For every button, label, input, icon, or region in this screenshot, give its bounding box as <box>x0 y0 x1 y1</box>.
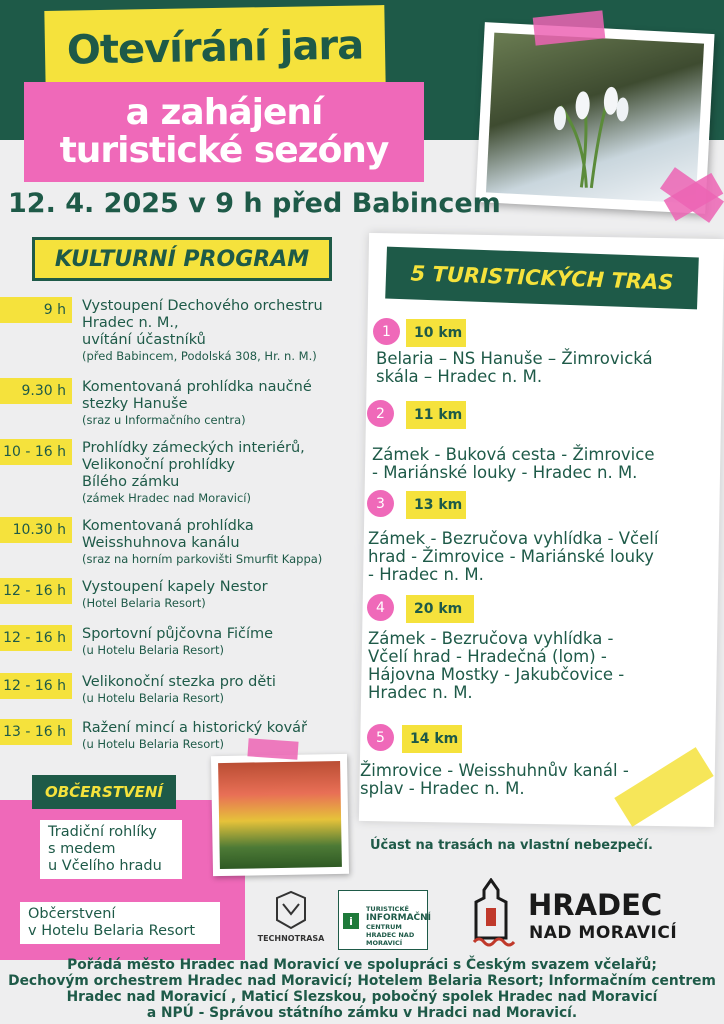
route-line: Hájovna Mostky - Jakubčovice - <box>368 665 625 684</box>
footer-line: Hradec nad Moravicí , Maticí Slezskou, pobočný spolek Hradec nad Moravicí <box>66 989 658 1005</box>
refreshment-line: Občerstvení <box>28 906 116 922</box>
program-item <box>82 674 276 705</box>
program-time: 10 - 16 h <box>0 439 72 465</box>
program-heading: KULTURNÍ PROGRAM <box>32 237 332 281</box>
route-distance: 11 km <box>406 401 466 429</box>
program-item-location: (sraz na horním parkovišti Smurfit Kappa) <box>82 552 323 566</box>
town-name: HRADEC <box>528 888 663 922</box>
program-time: 12 - 16 h <box>0 673 72 699</box>
program-item-location: (u Hotelu Belaria Resort) <box>82 643 224 657</box>
program-item-location: (sraz u Informačního centra) <box>82 413 246 427</box>
route-distance: 10 km <box>406 319 466 347</box>
refreshment-box-2 <box>20 902 220 944</box>
program-item-line: Hradec n. M., <box>82 315 179 331</box>
info-centre-text <box>366 905 431 947</box>
program-item-line: Ražení mincí a historický kovář <box>82 720 307 736</box>
route-number-badge: 5 <box>367 724 394 751</box>
route-line: splav - Hradec n. M. <box>360 779 525 798</box>
program-item-line: Velikonoční stezka pro děti <box>82 674 276 690</box>
tulips-photo <box>211 754 349 876</box>
program-item-line: stezky Hanuše <box>82 396 188 412</box>
refreshment-box-1 <box>40 820 182 879</box>
program-item <box>82 440 305 505</box>
event-date: 12. 4. 2025 v 9 h před Babincem <box>8 188 501 219</box>
program-item-line: Vystoupení kapely Nestor <box>82 579 268 595</box>
technotrasa-logo <box>258 890 324 960</box>
program-item-line: Komentovaná prohlídka naučné <box>82 379 312 395</box>
route-line: hrad - Žimrovice - Mariánské louky <box>368 547 654 566</box>
route-number-badge: 4 <box>367 594 394 621</box>
route-description <box>376 350 653 386</box>
route-number-badge: 1 <box>373 318 400 345</box>
refreshments-heading: OBČERSTVENÍ <box>32 775 176 809</box>
route-description <box>368 630 624 702</box>
route-number-badge: 2 <box>367 400 394 427</box>
title-line-1: Otevírání jara <box>44 5 385 91</box>
program-item <box>82 379 312 427</box>
info-icon: i <box>343 913 359 929</box>
program-time: 9.30 h <box>0 378 72 404</box>
technotrasa-label: TECHNOTRASA <box>257 934 325 943</box>
program-item <box>82 579 268 610</box>
program-item-line: uvítání účastníků <box>82 332 206 348</box>
program-time: 12 - 16 h <box>0 625 72 651</box>
route-line: Zámek - Bezručova vyhlídka - <box>368 629 614 648</box>
route-distance: 14 km <box>402 725 462 753</box>
refreshment-line: v Hotelu Belaria Resort <box>28 923 196 939</box>
title-box <box>24 82 424 182</box>
refreshment-line: Tradiční rohlíky <box>48 824 157 840</box>
program-item-line: Weisshuhnova kanálu <box>82 535 240 551</box>
footer-line: a NPÚ - Správou státního zámku v Hradci nad Moravicí. <box>146 1005 578 1021</box>
program-item-line: Sportovní půjčovna Fičíme <box>82 626 274 642</box>
info-centre-line: CENTRUM <box>366 923 402 931</box>
footer-line: Dechovým orchestrem Hradec nad Moravicí; Hotelem Belaria Resort; Informačním centrem <box>8 973 716 989</box>
route-description <box>368 530 658 584</box>
route-line: Belaria – NS Hanuše – Žimrovická <box>376 349 653 368</box>
routes-heading: 5 TURISTICKÝCH TRAS <box>385 247 699 310</box>
program-item-line: Bílého zámku <box>82 474 180 490</box>
program-item-line: Komentovaná prohlídka <box>82 518 254 534</box>
program-item-location: (před Babincem, Podolská 308, Hr. n. M.) <box>82 349 317 363</box>
route-line: - Hradec n. M. <box>368 565 484 584</box>
route-line: Žimrovice - Weisshuhnův kanál - <box>360 761 629 780</box>
refreshment-line: u Včelího hradu <box>48 858 162 874</box>
title-line-3: turistické sezóny <box>59 130 389 171</box>
refreshment-line: s medem <box>48 841 116 857</box>
route-line: Hradec n. M. <box>368 683 473 702</box>
info-centre-line: INFORMAČNÍ <box>366 913 432 923</box>
program-item <box>82 518 322 566</box>
program-item-location: (Hotel Belaria Resort) <box>82 596 206 610</box>
program-item <box>82 298 323 363</box>
program-item-line: Velikonoční prohlídky <box>82 457 236 473</box>
info-centre-line: HRADEC NAD MORAVICÍ <box>366 931 415 947</box>
route-distance: 20 km <box>406 595 474 623</box>
route-line: - Mariánské louky - Hradec n. M. <box>372 463 638 482</box>
route-line: Zámek - Buková cesta - Žimrovice <box>372 445 655 464</box>
info-centre-logo <box>338 890 432 950</box>
title-line-2: a zahájení <box>125 92 323 133</box>
route-description <box>360 762 629 798</box>
route-line: Zámek - Bezručova vyhlídka - Včelí <box>368 529 659 548</box>
technotrasa-icon <box>271 890 311 930</box>
organizers-footer <box>0 957 724 1021</box>
route-description <box>372 446 655 482</box>
route-number-badge: 3 <box>367 490 394 517</box>
program-item-line: Prohlídky zámeckých interiérů, <box>82 440 305 456</box>
routes-notice: Účast na trasách na vlastní nebezpečí. <box>370 838 653 853</box>
program-item <box>82 626 273 657</box>
tape-decoration <box>247 738 298 759</box>
info-centre-line: TURISTICKÉ <box>366 905 409 913</box>
footer-line: Pořádá město Hradec nad Moravicí ve spolupráci s Českým svazem včelařů; <box>67 957 657 973</box>
route-distance: 13 km <box>406 491 466 519</box>
castle-icon <box>466 878 516 948</box>
program-item-location: (zámek Hradec nad Moravicí) <box>82 491 251 505</box>
program-time: 12 - 16 h <box>0 578 72 604</box>
program-time: 13 - 16 h <box>0 719 72 745</box>
town-name-sub: NAD MORAVICÍ <box>529 923 678 943</box>
program-time: 10.30 h <box>0 517 72 543</box>
route-line: Včelí hrad - Hradečná (lom) - <box>368 647 607 666</box>
tulips-image <box>218 761 342 869</box>
route-line: skála – Hradec n. M. <box>376 367 543 386</box>
program-time: 9 h <box>0 297 72 323</box>
program-item-location: (u Hotelu Belaria Resort) <box>82 691 224 705</box>
program-item-location: (u Hotelu Belaria Resort) <box>82 737 224 751</box>
town-logo <box>466 878 706 948</box>
program-item-line: Vystoupení Dechového orchestru <box>82 298 323 314</box>
